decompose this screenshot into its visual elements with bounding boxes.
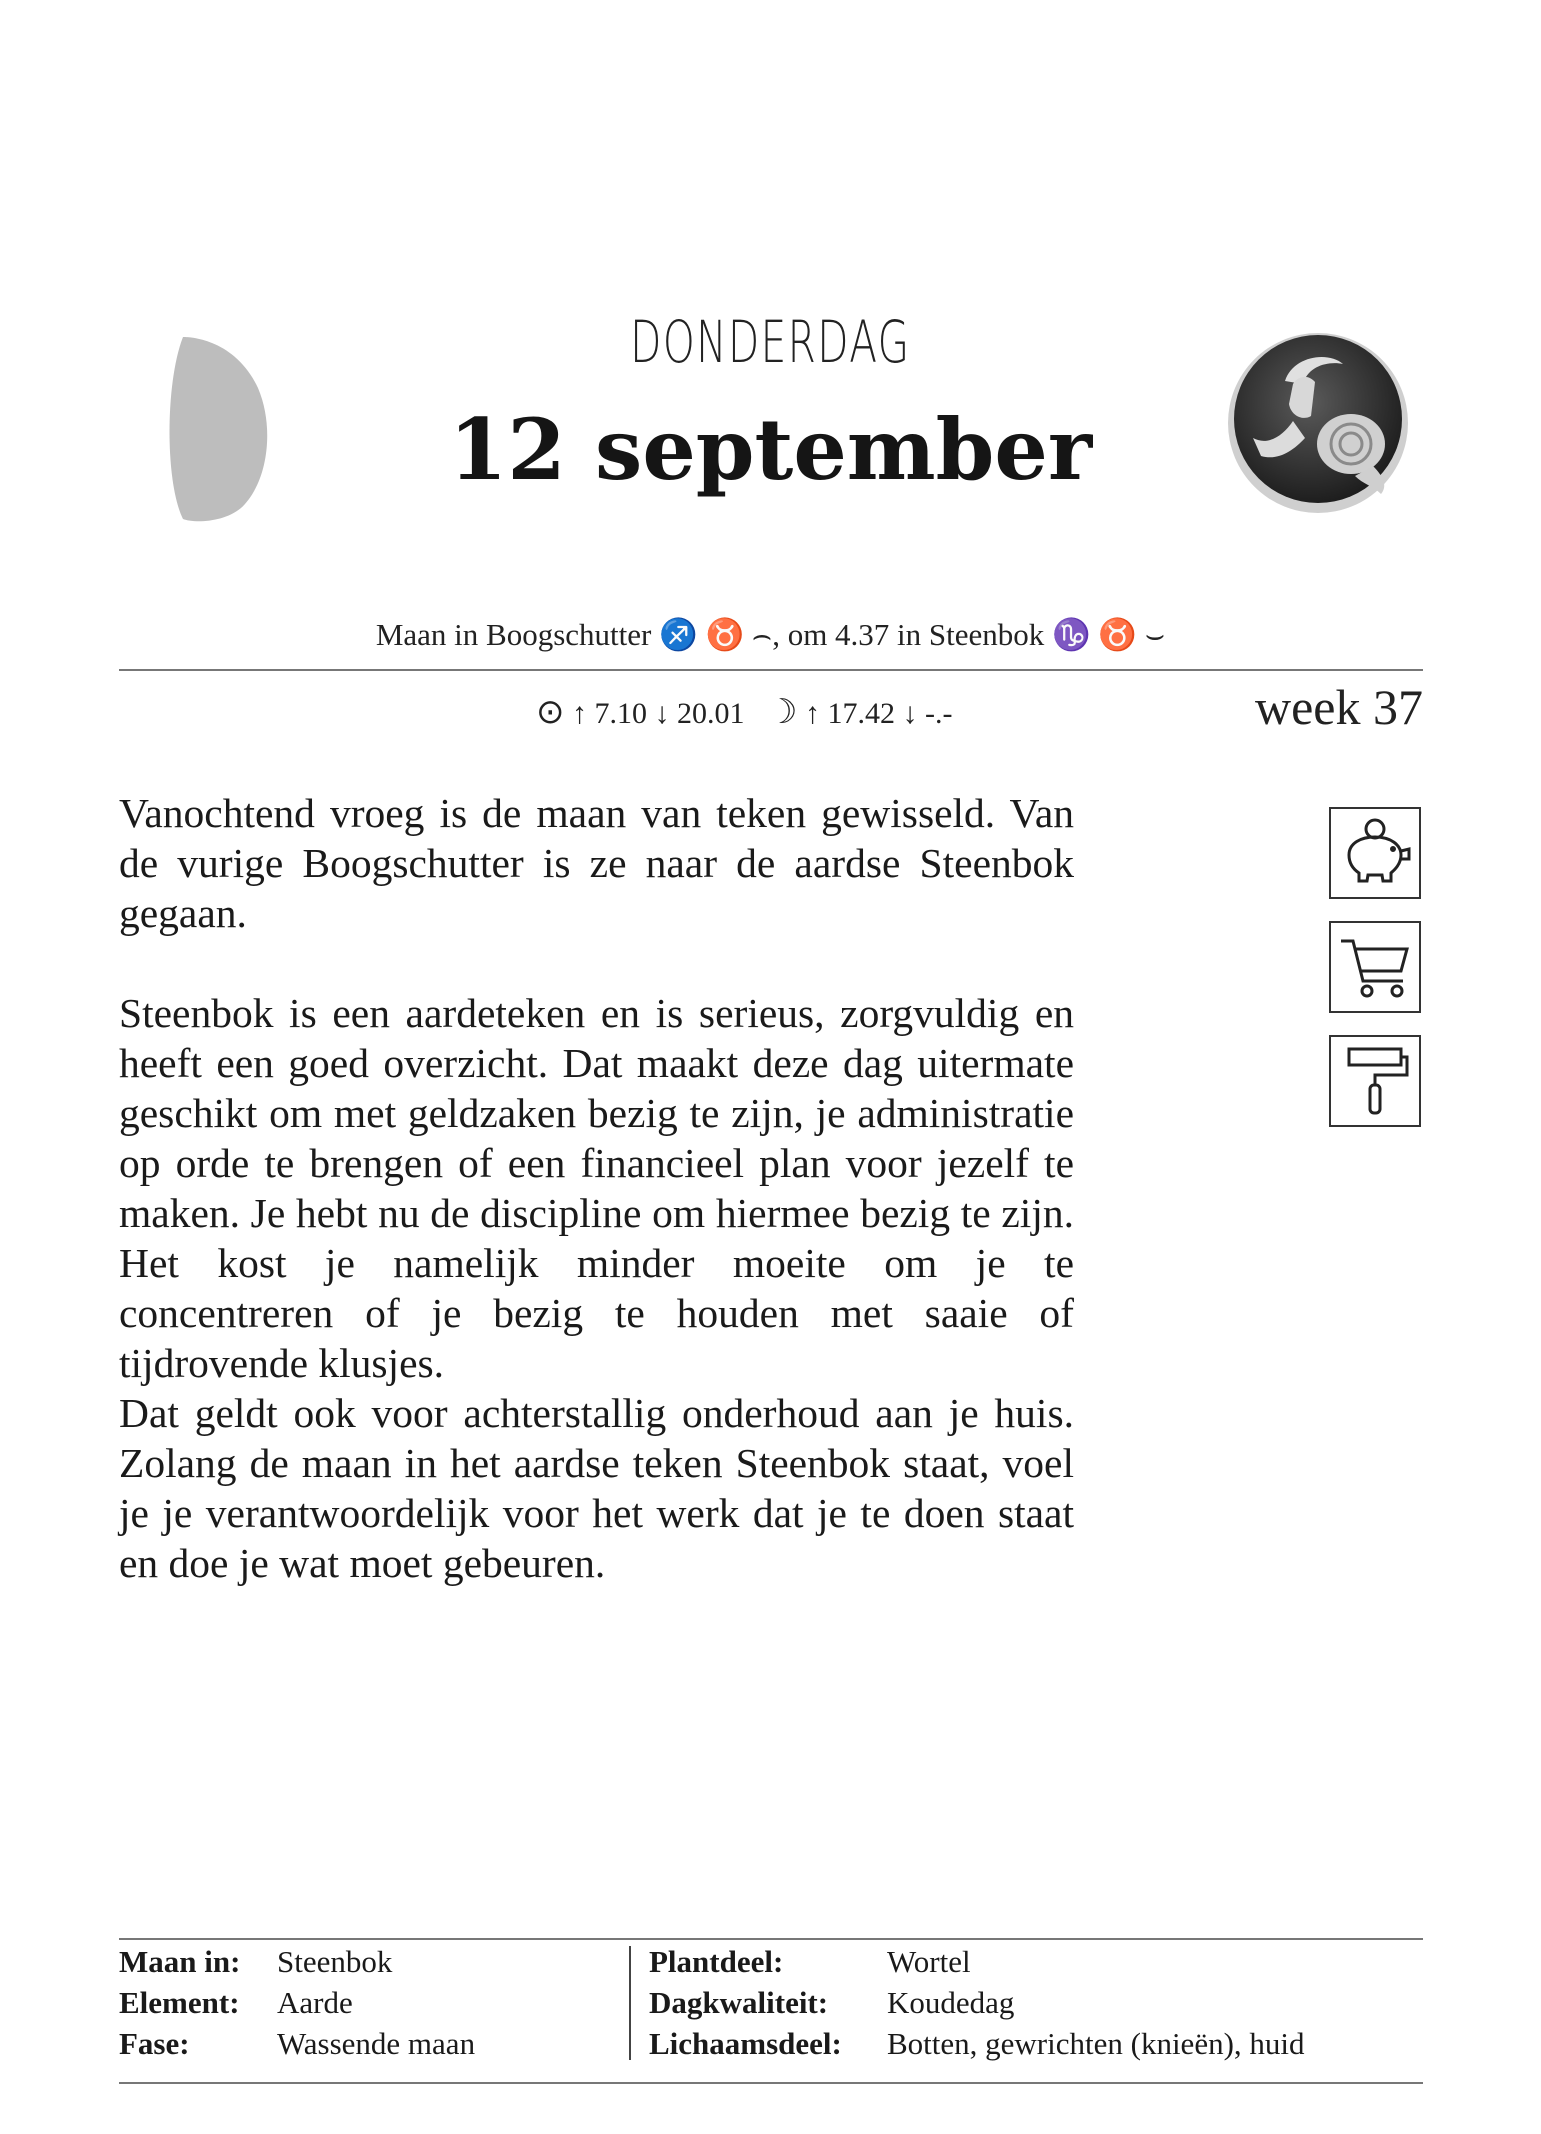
footer-value: Wassende maan — [277, 2026, 476, 2061]
capricorn-goat-icon — [1223, 326, 1413, 516]
footer-label: Plantdeel: — [649, 1944, 784, 1979]
sun-icon: ⊙ — [536, 694, 565, 731]
moon-icon: ☽ — [767, 694, 798, 731]
footer-divider-bottom — [119, 2082, 1423, 2084]
footer-column-divider — [629, 1946, 631, 2060]
moon-rise: ↑ 17.42 — [804, 697, 895, 730]
rise-set-times — [536, 692, 952, 732]
divider — [119, 669, 1423, 671]
paragraph: Vanochtend vroeg is de maan van teken gewisseld. Van de vurige Boogschutter is ze naar de aardse Steenbok gegaan. — [119, 790, 1074, 936]
shopping-cart-icon — [1329, 921, 1421, 1013]
paragraph: Steenbok is een aardeteken en is serieus, zorgvuldig en heeft een goed overzicht. Dat maakt deze dag uitermate geschikt om met geldzaken bezig te zijn, je administratie op orde te brengen of een financieel plan voor jezelf te maken. Je hebt nu de discipline om hiermee bezig te zijn. Het kost je namelijk minder moeite om je te concentreren of je bezig te houden met saaie of tijdrovende klusjes. — [119, 990, 1074, 1386]
moon-sign-info: Maan in Boogschutter ♐ ♉ ⌢, om 4.37 in Steenbok ♑ ♉ ⌣ — [375, 617, 1166, 652]
paint-roller-icon — [1329, 1035, 1421, 1127]
footer-value: Koudedag — [887, 1985, 1015, 2020]
sun-rise: ↑ 7.10 — [572, 697, 647, 730]
body-text — [119, 788, 1074, 1588]
footer-divider-top — [119, 1938, 1423, 1940]
footer-label: Maan in: — [119, 1944, 241, 1979]
sun-set: ↓ 20.01 — [654, 697, 745, 730]
week-number: week 37 — [1255, 679, 1423, 735]
day-name: DONDERDAG — [630, 308, 911, 376]
footer-value: Steenbok — [277, 1944, 393, 1979]
footer-label: Lichaamsdeel: — [649, 2026, 842, 2061]
footer-value: Aarde — [277, 1985, 353, 2020]
page-title: 12 september — [448, 400, 1093, 499]
moon-set: ↓ -.- — [902, 697, 953, 730]
footer-value: Wortel — [887, 1944, 971, 1979]
piggy-bank-icon — [1329, 807, 1421, 899]
footer-label: Element: — [119, 1985, 240, 2020]
footer-label: Dagkwaliteit: — [649, 1985, 829, 2020]
footer-label: Fase: — [119, 2026, 190, 2061]
paragraph: Dat geldt ook voor achterstallig onderhoud aan je huis. Zolang de maan in het aardse teken Steenbok staat, voel je je verantwoordelijk voor het werk dat je te doen staat en doe je wat moet gebeuren. — [119, 1390, 1074, 1586]
footer-value: Botten, gewrichten (knieën), huid — [887, 2026, 1305, 2061]
